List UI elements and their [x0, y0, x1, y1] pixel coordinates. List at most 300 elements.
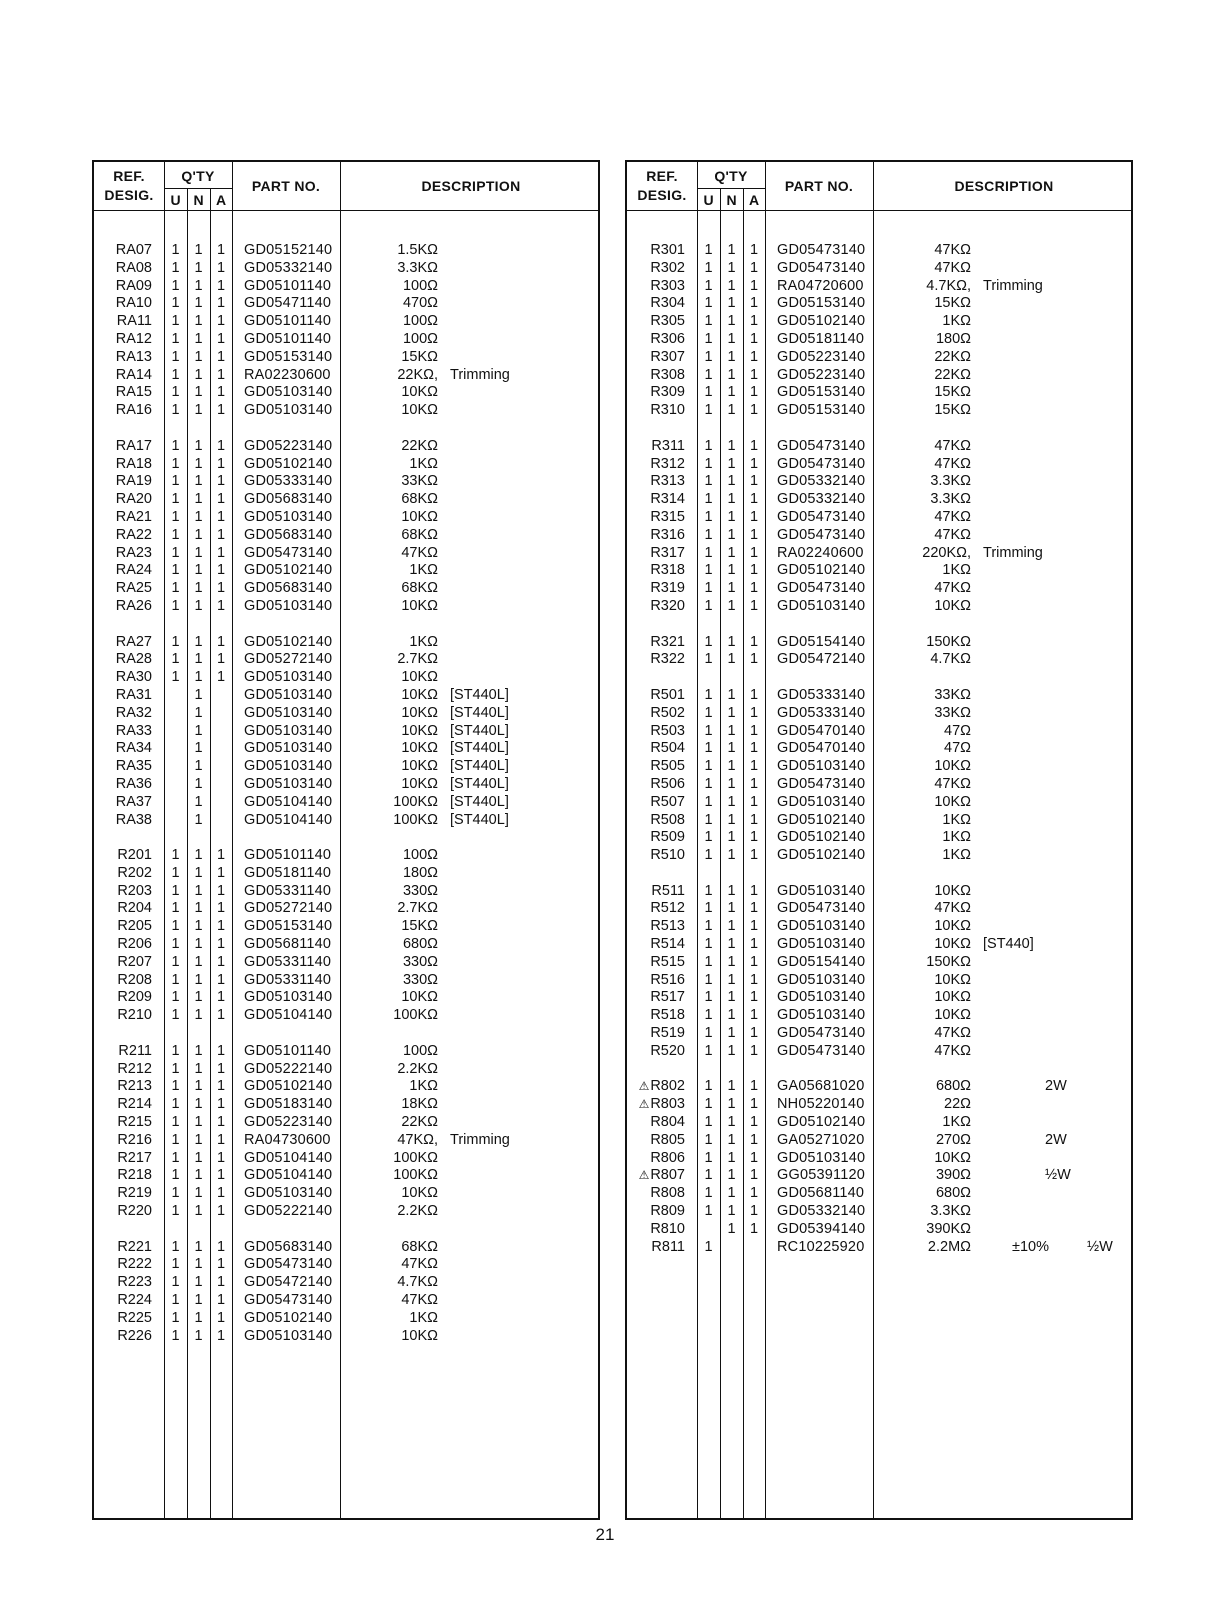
ref-desig [117, 1185, 152, 1203]
qty-u: 1 [171, 330, 180, 347]
qty-u: 1 [704, 1149, 713, 1166]
ref-desig [650, 900, 685, 918]
ref-desig [116, 527, 152, 545]
ref-desig [650, 634, 685, 652]
table-row [94, 1114, 598, 1132]
qty-a: 1 [216, 882, 226, 899]
qty-a: 1 [216, 1078, 226, 1095]
part-number: GD05394140 [777, 1220, 866, 1237]
qty-n: 1 [194, 295, 203, 312]
ref-desig [650, 580, 685, 598]
ref-desig-text: R320 [650, 597, 685, 614]
table-row [94, 634, 598, 652]
tolerance: ±10% [1012, 1238, 1049, 1255]
resistance-value: 1KΩ [409, 1309, 438, 1326]
qty-u: 1 [704, 508, 713, 525]
ref-desig-text: R503 [650, 722, 685, 739]
ref-desig-text: R309 [650, 384, 685, 401]
description-note: [ST440] [983, 936, 1034, 953]
qty-n: 1 [727, 384, 736, 401]
qty-u: 1 [171, 1167, 180, 1184]
qty-n: 1 [194, 918, 203, 935]
row-spacer [627, 669, 1131, 687]
part-number: RC10225920 [777, 1238, 865, 1255]
ref-desig-text: RA16 [115, 402, 152, 419]
part-number: GD05102140 [777, 847, 866, 864]
qty-a: 1 [216, 313, 226, 330]
qty-u: 1 [704, 918, 713, 935]
part-no-header: PART NO. [784, 178, 854, 194]
ref-desig [650, 402, 685, 420]
resistance-value: 68KΩ [401, 580, 438, 597]
qty-n: 1 [194, 384, 203, 401]
table-row [627, 1007, 1131, 1025]
part-number: GD05333140 [244, 473, 333, 490]
part-number: GD05101140 [244, 847, 332, 864]
wattage: 2W [1045, 1131, 1067, 1148]
ref-desig-text: RA12 [115, 330, 152, 347]
part-number: GD05331140 [244, 971, 332, 988]
resistance-value: 100Ω [402, 1042, 438, 1059]
ref-desig-text: RA36 [115, 775, 152, 792]
ref-desig-text: RA24 [115, 562, 152, 579]
resistance-value: 220KΩ, [922, 544, 971, 561]
ref-desig-text: RA21 [115, 508, 152, 525]
qty-u: 1 [171, 633, 180, 650]
resistance-value: 15KΩ [934, 295, 971, 312]
resistance-value: 2.2KΩ [397, 1060, 438, 1077]
part-number: GD05103140 [244, 704, 333, 721]
qty-u: 1 [704, 704, 713, 721]
row-spacer [627, 865, 1131, 883]
ref-desig-text: R301 [650, 242, 685, 258]
resistance-value: 330Ω [402, 953, 438, 970]
row-spacer [627, 420, 1131, 438]
qty-n: 1 [194, 597, 203, 614]
resistance-value: 47KΩ, [397, 1131, 438, 1148]
safety-warning-icon: ⚠ [638, 1097, 650, 1112]
qty-a: 1 [749, 793, 759, 810]
table-row [94, 740, 598, 758]
part-number: GD05470140 [777, 722, 866, 739]
qty-n: 1 [727, 971, 736, 988]
ref-desig [650, 1150, 685, 1168]
ref-desig [116, 545, 152, 563]
qty-a: 1 [749, 989, 759, 1006]
ref-desig-text: RA32 [115, 704, 152, 721]
qty-a: 1 [216, 918, 226, 935]
ref-desig-text: R303 [650, 277, 685, 294]
qty-u: 1 [704, 1185, 713, 1202]
qty-n: 1 [194, 1131, 203, 1148]
qty-u: 1 [704, 633, 713, 650]
qty-u: 1 [704, 242, 713, 258]
ref-desig [116, 260, 152, 278]
part-number: GD05473140 [777, 1042, 866, 1059]
table-row [94, 705, 598, 723]
qty-u: 1 [704, 562, 713, 579]
ref-desig [650, 1221, 685, 1239]
resistance-value: 10KΩ [401, 758, 438, 775]
ref-desig-text: R314 [650, 491, 685, 508]
table-row [94, 456, 598, 474]
qty-a: 1 [749, 1131, 759, 1148]
table-row [94, 1203, 598, 1221]
resistance-value: 1KΩ [942, 811, 971, 828]
resistance-value: 10KΩ [934, 1149, 971, 1166]
ref-desig [118, 1043, 152, 1061]
qty-a: 1 [216, 348, 226, 365]
qty-n: 1 [194, 1042, 203, 1059]
qty-u: 1 [704, 330, 713, 347]
ref-desig-text: R514 [650, 936, 685, 953]
table-row [94, 865, 598, 883]
resistance-value: 1.5KΩ [397, 242, 438, 258]
table-row [94, 989, 598, 1007]
resistance-value: 680Ω [935, 1078, 971, 1095]
ref-desig-text: R224 [117, 1292, 152, 1309]
qty-n: 1 [727, 1220, 736, 1237]
qty-a: 1 [216, 259, 226, 276]
qty-n: 1 [727, 1096, 736, 1113]
description-note: [ST440L] [450, 793, 509, 810]
resistance-value: 3.3KΩ [930, 491, 971, 508]
table-row [627, 1203, 1131, 1221]
ref-desig [650, 1043, 685, 1061]
ref-desig [650, 1025, 685, 1043]
ref-desig [639, 1167, 685, 1185]
resistance-value: 47KΩ [934, 242, 971, 258]
resistance-value: 47KΩ [934, 1042, 971, 1059]
table-row [94, 260, 598, 278]
qty-a: 1 [749, 455, 759, 472]
part-number: GD05470140 [777, 740, 866, 757]
qty-u: 1 [704, 348, 713, 365]
table-row [94, 278, 598, 296]
parts-rows [627, 242, 1131, 1256]
ref-desig-text: R501 [650, 686, 685, 703]
part-number: GD05102140 [777, 811, 866, 828]
qty-u: 1 [171, 1007, 180, 1024]
qty-u: 1 [171, 455, 180, 472]
table-row [627, 1167, 1131, 1185]
qty-u: 1 [704, 1025, 713, 1042]
ref-desig [116, 456, 152, 474]
table-row [94, 1274, 598, 1292]
qty-n: 1 [727, 829, 736, 846]
resistance-value: 47Ω [944, 740, 971, 757]
part-number: GD05103140 [244, 402, 333, 419]
resistance-value: 10KΩ [934, 989, 971, 1006]
ref-desig [117, 1007, 152, 1025]
qty-u: 1 [704, 597, 713, 614]
ref-desig-text: R319 [650, 580, 685, 597]
qty-a: 1 [749, 882, 759, 899]
ref-desig [117, 936, 152, 954]
description-note: [ST440L] [450, 704, 509, 721]
part-number: GD05153140 [777, 384, 866, 401]
qty-n: 1 [194, 722, 203, 739]
resistance-value: 10KΩ [401, 384, 438, 401]
qty-u: 1 [704, 544, 713, 561]
qty-u: 1 [171, 971, 180, 988]
qty-u: 1 [704, 686, 713, 703]
qty-a: 1 [216, 277, 226, 294]
resistance-value: 10KΩ [401, 989, 438, 1006]
ref-desig [117, 1310, 152, 1328]
table-row [627, 918, 1131, 936]
qty-a: 1 [749, 722, 759, 739]
qty-a: 1 [216, 936, 226, 953]
ref-desig-text: R810 [650, 1220, 685, 1237]
resistance-value: 68KΩ [401, 491, 438, 508]
qty-a: 1 [749, 508, 759, 525]
part-number: GD05272140 [244, 651, 333, 668]
qty-n: 1 [194, 953, 203, 970]
resistance-value: 10KΩ [401, 1185, 438, 1202]
qty-a: 1 [216, 242, 226, 258]
ref-desig-text: R502 [650, 704, 685, 721]
resistance-value: 330Ω [402, 882, 438, 899]
ref-desig-text: R809 [650, 1203, 685, 1220]
part-number: GD05154140 [777, 953, 866, 970]
ref-desig [117, 865, 152, 883]
resistance-value: 680Ω [402, 936, 438, 953]
ref-desig-text: RA13 [115, 348, 152, 365]
header-bottom-rule [94, 210, 598, 211]
ref-desig [650, 829, 685, 847]
ref-desig-text: R222 [117, 1256, 152, 1273]
table-row [627, 723, 1131, 741]
table-row [94, 580, 598, 598]
qty-a: 1 [749, 437, 759, 454]
qty-a: 1 [216, 491, 226, 508]
ref-desig [116, 598, 152, 616]
qty-u: 1 [171, 473, 180, 490]
qty-a: 1 [749, 1185, 759, 1202]
row-spacer [94, 616, 598, 634]
qty-a: 1 [749, 330, 759, 347]
ref-desig [650, 562, 685, 580]
row-spacer [94, 420, 598, 438]
description-note: [ST440L] [450, 758, 509, 775]
part-number: GD05102140 [244, 633, 333, 650]
resistance-value: 15KΩ [934, 384, 971, 401]
ref-desig [117, 1292, 152, 1310]
table-row [627, 812, 1131, 830]
ref-desig-text: R308 [650, 366, 685, 383]
ref-desig-text: R313 [650, 473, 685, 490]
table-row [627, 384, 1131, 402]
qty-n: 1 [727, 508, 736, 525]
ref-desig [650, 384, 685, 402]
ref-desig [116, 295, 152, 313]
table-row [94, 509, 598, 527]
ref-desig [117, 1061, 152, 1079]
ref-desig-text: R802 [650, 1078, 685, 1095]
qty-n: 1 [194, 1256, 203, 1273]
table-row [94, 242, 598, 260]
resistance-value: 10KΩ [401, 669, 438, 686]
resistance-value: 390KΩ [926, 1220, 971, 1237]
resistance-value: 10KΩ [401, 508, 438, 525]
ref-desig [650, 1132, 685, 1150]
part-number: GD05101140 [244, 1042, 332, 1059]
qty-u: 1 [704, 259, 713, 276]
qty-n: 1 [194, 971, 203, 988]
qty-a: 1 [216, 1007, 226, 1024]
resistance-value: 22KΩ, [397, 366, 438, 383]
part-number: RA02230600 [244, 366, 331, 383]
qty-n: 1 [727, 686, 736, 703]
ref-desig-text: R312 [650, 455, 685, 472]
part-number: GD05103140 [777, 936, 866, 953]
qty-n: 1 [194, 1238, 203, 1255]
ref-desig-text: R317 [650, 544, 685, 561]
qty-a: 1 [749, 402, 759, 419]
ref-desig [651, 1239, 685, 1257]
wattage: ½W [1087, 1238, 1113, 1255]
resistance-value: 10KΩ [934, 1007, 971, 1024]
ref-desig-text: R306 [650, 330, 685, 347]
table-row [94, 438, 598, 456]
part-number: GD05332140 [777, 473, 866, 490]
resistance-value: 470Ω [402, 295, 438, 312]
qty-n: 1 [727, 580, 736, 597]
qty-n: 1 [727, 847, 736, 864]
ref-desig-text: RA28 [115, 651, 152, 668]
resistance-value: 33KΩ [934, 704, 971, 721]
part-number: GD05103140 [777, 882, 866, 899]
resistance-value: 390Ω [935, 1167, 971, 1184]
resistance-value: 10KΩ [401, 775, 438, 792]
table-row [627, 1096, 1131, 1114]
qty-n: 1 [194, 526, 203, 543]
ref-desig [116, 740, 152, 758]
qty-u: 1 [704, 1078, 713, 1095]
ref-desig-text: RA09 [115, 277, 152, 294]
table-row [627, 1025, 1131, 1043]
qty-n: 1 [194, 900, 203, 917]
qty-a: 1 [216, 562, 226, 579]
part-number: GD05104140 [244, 1149, 333, 1166]
ref-desig [116, 438, 152, 456]
qty-a: 1 [216, 1149, 226, 1166]
qty-header-rule [697, 188, 765, 189]
qty-n: 1 [194, 633, 203, 650]
qty-u: 1 [171, 936, 180, 953]
ref-desig-text: R803 [650, 1096, 685, 1113]
ref-desig [117, 883, 152, 901]
ref-desig-text: R506 [650, 775, 685, 792]
qty-u: 1 [171, 437, 180, 454]
ref-desig-text: R218 [117, 1167, 152, 1184]
ref-desig [117, 1132, 152, 1150]
qty-u: 1 [171, 1256, 180, 1273]
qty-u: 1 [171, 366, 180, 383]
table-row [94, 687, 598, 705]
part-number: GD05103140 [244, 1327, 333, 1344]
qty-a: 1 [749, 562, 759, 579]
table-row [94, 562, 598, 580]
table-row [94, 847, 598, 865]
table-row [627, 847, 1131, 865]
part-number: GD05103140 [244, 384, 333, 401]
qty-a: 1 [216, 1292, 226, 1309]
part-number: GD05333140 [777, 704, 866, 721]
part-number: GD05333140 [777, 686, 866, 703]
table-row [627, 1185, 1131, 1203]
ref-desig [116, 794, 152, 812]
resistance-value: 10KΩ [401, 686, 438, 703]
qty-u: 1 [704, 722, 713, 739]
ref-desig-text: RA31 [115, 686, 152, 703]
ref-desig-text: R217 [117, 1149, 152, 1166]
qty-n: 1 [727, 259, 736, 276]
ref-desig-text: RA07 [115, 242, 152, 258]
qty-a: 1 [749, 633, 759, 650]
qty-a: 1 [216, 330, 226, 347]
qty-n: 1 [727, 1114, 736, 1131]
qty-n: 1 [727, 1167, 736, 1184]
table-row [94, 794, 598, 812]
qty-u: 1 [171, 864, 180, 881]
table-row [627, 740, 1131, 758]
qty-a: 1 [749, 740, 759, 757]
resistance-value: 4.7KΩ [930, 651, 971, 668]
ref-desig [117, 1114, 152, 1132]
ref-desig-text: R311 [651, 437, 685, 454]
qty-a: 1 [749, 242, 759, 258]
resistance-value: 1KΩ [942, 562, 971, 579]
qty-u: 1 [704, 1114, 713, 1131]
part-number: RA02240600 [777, 544, 864, 561]
qty-n: 1 [727, 1131, 736, 1148]
resistance-value: 180Ω [935, 330, 971, 347]
table-row [94, 1007, 598, 1025]
qty-a-header: A [748, 192, 760, 208]
qty-u: 1 [171, 900, 180, 917]
ref-desig-text: R302 [650, 259, 685, 276]
qty-n: 1 [194, 1309, 203, 1326]
ref-desig-text: RA18 [115, 455, 152, 472]
table-row [627, 634, 1131, 652]
ref-desig [650, 331, 685, 349]
table-row [627, 1150, 1131, 1168]
qty-u: 1 [171, 580, 180, 597]
table-row [627, 456, 1131, 474]
qty-n: 1 [727, 953, 736, 970]
qty-u: 1 [171, 259, 180, 276]
qty-a: 1 [216, 633, 226, 650]
qty-a: 1 [216, 847, 226, 864]
ref-desig [650, 972, 685, 990]
ref-desig [650, 278, 685, 296]
part-number: GD05153140 [777, 295, 866, 312]
qty-n: 1 [727, 936, 736, 953]
table-row [94, 313, 598, 331]
resistance-value: 47KΩ [934, 259, 971, 276]
qty-u: 1 [171, 313, 180, 330]
qty-u: 1 [704, 1203, 713, 1220]
qty-u: 1 [171, 384, 180, 401]
qty-a: 1 [216, 1114, 226, 1131]
ref-desig [117, 1328, 152, 1346]
ref-desig [650, 954, 685, 972]
resistance-value: 22KΩ [934, 348, 971, 365]
qty-u: 1 [171, 1096, 180, 1113]
resistance-value: 4.7KΩ, [926, 277, 971, 294]
